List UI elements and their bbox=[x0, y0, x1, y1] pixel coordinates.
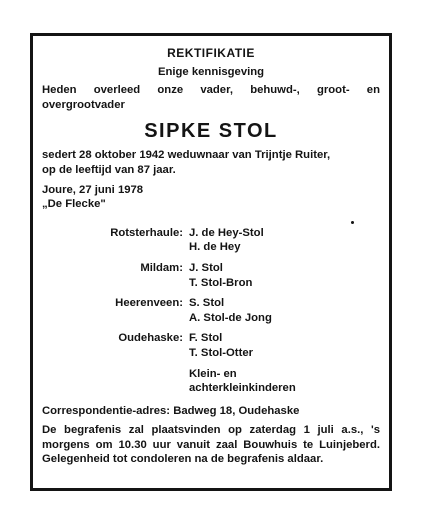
relative-place bbox=[42, 367, 183, 400]
relative-place: Oudehaske: bbox=[118, 332, 183, 345]
relative-names bbox=[189, 296, 380, 325]
ink-speck bbox=[351, 221, 354, 224]
house-name: „De Flecke" bbox=[42, 198, 106, 211]
relatives-list bbox=[42, 226, 380, 400]
widower-line: sedert 28 oktober 1942 weduwnaar van Trijntje Ruiter, bbox=[42, 149, 331, 162]
age-line: op de leeftijd van 87 jaar. bbox=[42, 163, 176, 176]
relative-name: J. Stol bbox=[189, 261, 223, 274]
correspondence-address: Correspondentie-adres: Badweg 18, Oudehaske bbox=[42, 404, 300, 417]
relative-names bbox=[189, 261, 380, 290]
relative-name: T. Stol-Bron bbox=[189, 276, 253, 289]
relative-name: achterkleinkinderen bbox=[189, 382, 296, 395]
notice-heading: REKTIFIKATIE bbox=[167, 46, 255, 60]
relative-name: H. de Hey bbox=[189, 241, 241, 254]
relative-name: F. Stol bbox=[189, 332, 223, 345]
notice-subheading: Enige kennisgeving bbox=[157, 65, 265, 78]
relative-name: S. Stol bbox=[189, 297, 225, 310]
deceased-name: SIPKE STOL bbox=[144, 120, 278, 143]
relative-name: T. Stol-Otter bbox=[189, 346, 254, 359]
intro-text: Heden overleed onze vader, behuwd-, groot- en overgrootvader bbox=[42, 84, 380, 111]
funeral-text: De begrafenis zal plaatsvinden op zaterdag 1 juli a.s., 's morgens om 10.30 uur vanuit zaal Bouwhuis te Luinjeberd. Gelegenheid tot condoleren na de begrafenis aldaar. bbox=[42, 424, 380, 466]
death-notice bbox=[30, 33, 392, 491]
relative-names bbox=[189, 331, 380, 360]
relative-names bbox=[189, 226, 380, 255]
relative-name: Klein- en bbox=[189, 367, 237, 380]
relative-place: Rotsterhaule: bbox=[110, 226, 183, 239]
relative-place: Heerenveen: bbox=[115, 297, 183, 310]
relative-place: Mildam: bbox=[140, 261, 183, 274]
relative-name: A. Stol-de Jong bbox=[189, 311, 272, 324]
relative-name: J. de Hey-Stol bbox=[189, 226, 264, 239]
place-date: Joure, 27 juni 1978 bbox=[42, 183, 144, 196]
relative-names bbox=[189, 367, 380, 396]
